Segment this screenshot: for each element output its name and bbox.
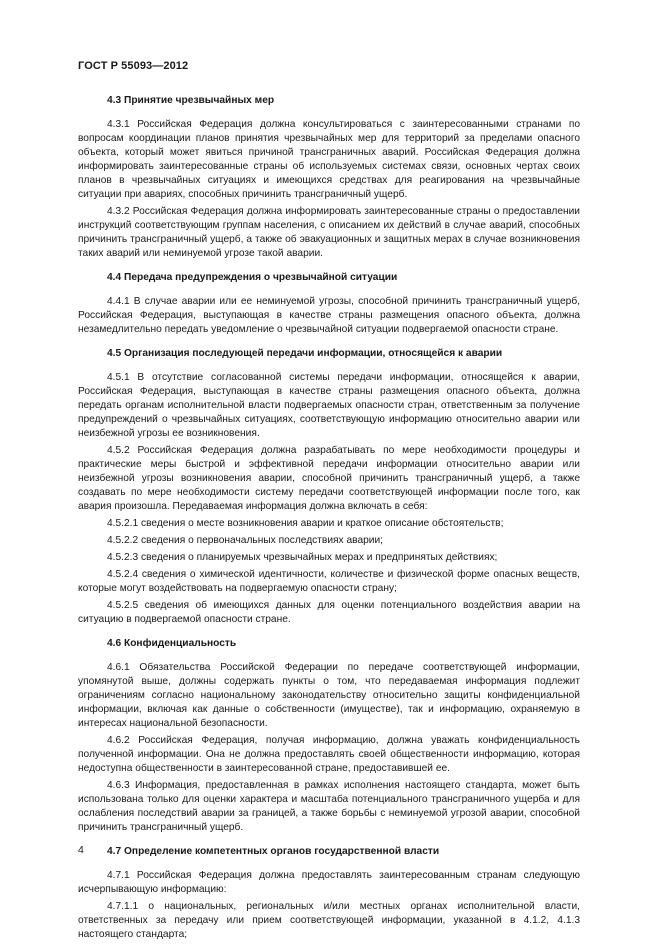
section-4-6: [78, 637, 580, 835]
section-4-7: [78, 845, 580, 942]
paragraph: 4.3.2 Российская Федерация должна информировать заинтересованные страны о предоставлении инструкций соответствующим группам населения, с описанием их действий в случае аварий, способных причинить трансграничный ущерб, а также об эвакуационных и защитных мерах в случае возникновения таких аварий или неминуемой угрозе такой аварии.: [78, 206, 580, 259]
paragraph: 4.6.2 Российская Федерация, получая информацию, должна уважать конфиденциальность полученной информации. Она не должна предоставлять своей общественности информацию, которая недоступна общественности в заинтересованной стране, предоставившей ее.: [78, 735, 580, 774]
section-heading: 4.5 Организация последующей передачи информации, относящейся к аварии: [107, 348, 503, 359]
paragraph: 4.5.2.3 сведения о планируемых чрезвычайных мерах и предпринятых действиях;: [107, 552, 498, 563]
paragraph: 4.5.2.1 сведения о месте возникновения аварии и краткое описание обстоятельств;: [107, 518, 504, 529]
paragraph: 4.4.1 В случае аварии или ее неминуемой угрозы, способной причинить трансграничный ущерб, Российская Федерация, выступающая в качестве страны размещения опасного объекта, должна незамедлительно передать уведомление о чрезвычайной ситуации подвергаемой опасности стране.: [78, 296, 580, 335]
paragraph: 4.6.1 Обязательства Российской Федерации по передаче соответствующей информации, упомянутой выше, должны содержать пункты о том, что передаваемая информация подлежит ограничениям согласно национальному законодательству относительно защиты конфиденциальной информации, включая как данные о собственности (имуществе), так и информацию, охраняемую в интересах национальной безопасности.: [78, 662, 580, 729]
page-number: 4: [78, 844, 84, 856]
section-4-4: [78, 271, 580, 337]
paragraph: 4.7.1 Российская Федерация должна предоставлять заинтересованным странам следующую исчерпывающую информацию:: [78, 870, 580, 895]
section-heading: 4.3 Принятие чрезвычайных мер: [107, 95, 275, 106]
section-heading: 4.4 Передача предупреждения о чрезвычайной ситуации: [107, 272, 398, 283]
paragraph: 4.5.2.5 сведения об имеющихся данных для оценки потенциального воздействия аварии на ситуацию в подвергаемой опасности стране.: [78, 600, 580, 625]
paragraph: 4.3.1 Российская Федерация должна консультироваться с заинтересованными странами по вопросам координации планов принятия чрезвычайных мер для территорий за пределами опасного объекта, который может явиться причиной трансграничных аварий. Российская Федерация должна информировать заинтересованные страны об используемых системах связи, основных чертах своих планов в чрезвычайных ситуациях и имеющихся средствах для реагирования на чрезвычайные ситуации при авариях, способных причинить трансграничный ущерб.: [78, 119, 580, 200]
section-heading: 4.6 Конфиденциальность: [107, 638, 237, 649]
section-4-3: [78, 94, 580, 261]
section-heading: 4.7 Определение компетентных органов государственной власти: [107, 846, 440, 857]
paragraph: 4.5.1 В отсутствие согласованной системы передачи информации, относящейся к аварии, Российская Федерация, выступающая в качестве страны размещения опасного объекта, должна передать органам исполнительной власти подвергаемых опасности стран, ответственным за получение предупреждений о чрезвычайных ситуациях, соответствующую информацию относительно аварии или неизбежной угрозы ее возникновения.: [78, 372, 580, 439]
paragraph: 4.5.2 Российская Федерация должна разрабатывать по мере необходимости процедуры и практические меры быстрой и эффективной передачи информации относительно аварии или неизбежной угрозы возникновения аварии, способной причинить трансграничный ущерб, а также создавать по мере необходимости систему передачи соответствующей информации после того, как авария произошла. Передаваемая информация должна включать в себя:: [78, 445, 580, 512]
paragraph: 4.5.2.2 сведения о первоначальных последствиях аварии;: [107, 535, 383, 546]
paragraph: 4.5.2.4 сведения о химической идентичности, количестве и физической форме опасных веществ, которые могут воздействовать на подвергаемую опасности страну;: [78, 569, 580, 594]
section-4-5: [78, 347, 580, 627]
document-body: [78, 92, 580, 945]
paragraph: 4.7.1.1 о национальных, региональных и/или местных органах исполнительной власти, ответственных за передачу или прием соответствующей информации, указанной в 4.1.2, 4.1.3 настоящего стандарта;: [78, 901, 580, 940]
paragraph: 4.6.3 Информация, предоставленная в рамках исполнения настоящего стандарта, может быть использована только для оценки характера и масштаба потенциального трансграничного ущерба и для ослабления последствий аварии за границей, а также борьбы с неминуемой угрозой аварии, способной причинить трансграничный ущерб.: [78, 780, 580, 833]
document-header: ГОСТ Р 55093—2012: [78, 60, 189, 72]
